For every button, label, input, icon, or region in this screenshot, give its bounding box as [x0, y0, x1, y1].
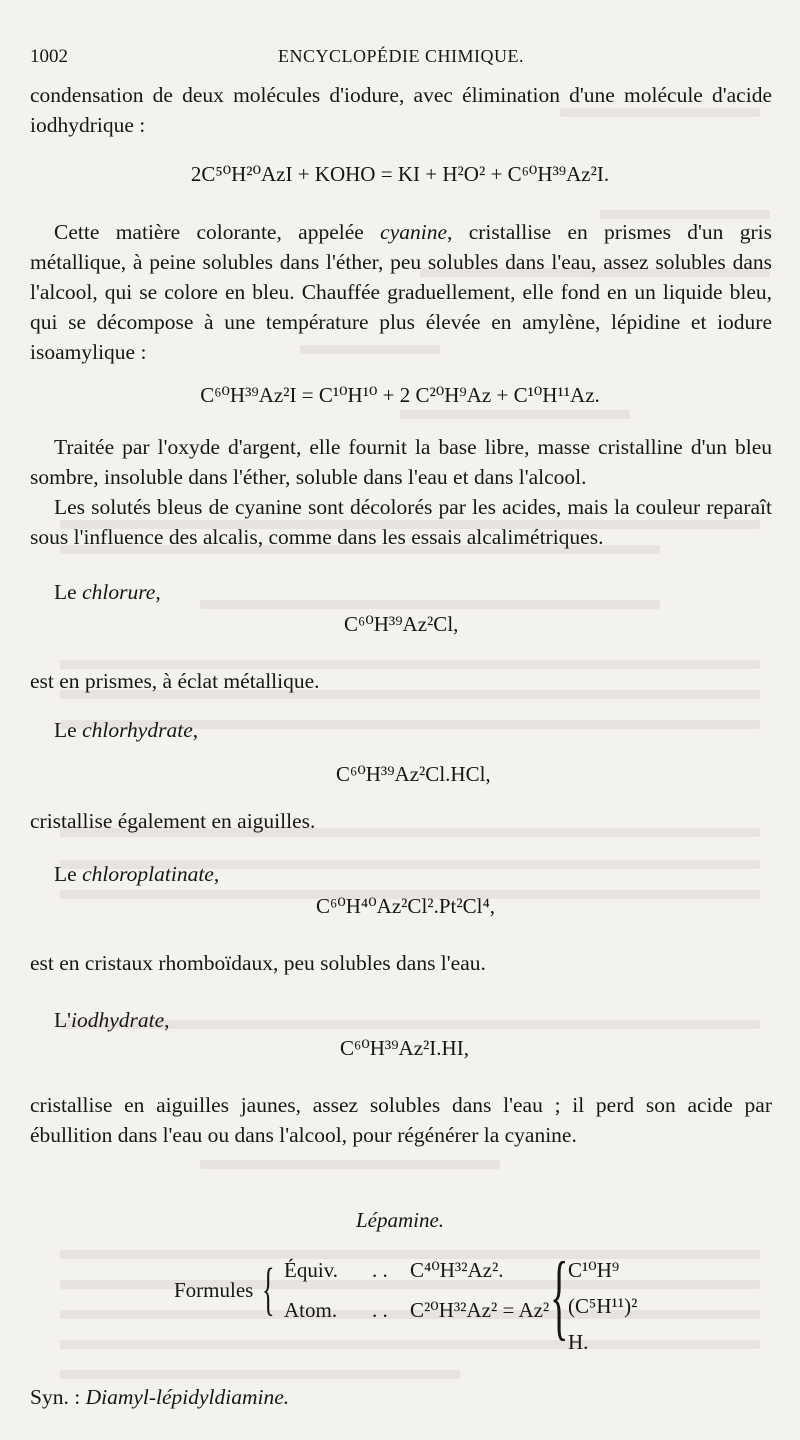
paragraph-cyanine-text-start: Cette matière colorante, appelée — [54, 220, 381, 244]
paragraph-cyanine — [30, 217, 772, 367]
formula-condensation: 2C⁵⁰H²⁰AzI + KOHO = KI + H²O² + C⁶⁰H³⁹Az²I. — [190, 162, 610, 186]
formulas-label: Formules — [174, 1278, 254, 1302]
atom-formula: C²⁰H³²Az² = Az² — [410, 1298, 550, 1322]
formula-chlorure: C⁶⁰H³⁹Az²Cl, — [344, 612, 459, 636]
equiv-label: Équiv. — [284, 1258, 339, 1282]
group-c5h11: (C⁵H¹¹)² — [568, 1294, 638, 1318]
salt-prefix: Le — [54, 862, 83, 886]
salt-suffix: , — [155, 580, 161, 604]
paragraph-condensation: condensation de deux molécules d'iodure, avec élimination d'une molécule d'acide iodhydrique : — [30, 83, 772, 137]
salt-name: chlorure — [82, 580, 156, 604]
salt-name: chlorhydrate — [82, 718, 193, 742]
salt-prefix: L' — [54, 1008, 72, 1032]
salt-name: chloroplatinate — [82, 862, 214, 886]
page-number: 1002 — [30, 46, 68, 67]
formula-iodhydrate: C⁶⁰H³⁹Az²I.HI, — [340, 1036, 469, 1060]
equiv-formula: C⁴⁰H³²Az². — [410, 1258, 504, 1282]
salt-name: iodhydrate — [71, 1008, 165, 1032]
group-c10h9: C¹⁰H⁹ — [568, 1258, 620, 1282]
salt-label-chlorure — [54, 580, 161, 605]
formula-chloroplatinate: C⁶⁰H⁴⁰Az²Cl².Pt²Cl⁴, — [316, 894, 496, 918]
formula-chlorhydrate: C⁶⁰H³⁹Az²Cl.HCl, — [336, 762, 491, 786]
paragraph-base-libre: Traitée par l'oxyde d'argent, elle fournit la base libre, masse cristalline d'un bleu sombre, insoluble dans l'éther, soluble dans l'eau et dans l'alcool. — [30, 435, 772, 489]
running-title: ENCYCLOPÉDIE CHIMIQUE. — [278, 46, 524, 66]
paragraph-solutes: Les solutés bleus de cyanine sont décolorés par les acides, mais la couleur reparaît sous l'influence des alcalis, comme dans les essais alcalimétriques. — [30, 495, 772, 549]
salt-prefix: Le — [54, 718, 83, 742]
equiv-dots: . . — [372, 1258, 388, 1282]
salt-suffix: , — [192, 718, 199, 742]
atom-dots: . . — [372, 1298, 388, 1322]
salt-desc-chloroplatinate: est en cristaux rhomboïdaux, peu solubles dans l'eau. — [30, 951, 486, 975]
left-brace: { — [262, 1256, 275, 1321]
section-title-lepamine: Lépamine. — [355, 1208, 445, 1232]
page-header — [30, 42, 772, 72]
right-brace: { — [550, 1242, 569, 1349]
term-cyanine: cyanine — [380, 220, 448, 244]
synonym-line — [30, 1382, 772, 1412]
synonym-value: Diamyl-lépidyldiamine. — [85, 1385, 290, 1409]
formula-decomposition: C⁶⁰H³⁹Az²I = C¹⁰H¹⁰ + 2 C²⁰H⁹Az + C¹⁰H¹¹Az. — [200, 383, 600, 407]
salt-suffix: , — [164, 1008, 170, 1032]
synonym-label: Syn. : — [30, 1385, 86, 1409]
atom-label: Atom. — [284, 1298, 338, 1322]
salt-label-chloroplatinate — [54, 862, 219, 887]
salt-label-iodhydrate — [54, 1008, 170, 1033]
salt-desc-iodhydrate: cristallise en aiguilles jaunes, assez solubles dans l'eau ; il perd son acide par ébullition dans l'eau ou dans l'alcool, pour régénérer la cyanine. — [30, 1093, 772, 1147]
paragraph-cyanine-text-end: , cristallise en prismes d'un gris métallique, à peine solubles dans l'éther, peu solubles dans l'eau, assez solubles dans l'alcool, qui se colore en bleu. Chauffée graduellement, elle fond en un liquide bleu, qui se décompose à une température plus élevée en amylène, lépidine et iodure isoamylique : — [30, 220, 772, 364]
salt-prefix: Le — [54, 580, 83, 604]
group-h: H. — [568, 1330, 589, 1354]
salt-suffix: , — [213, 862, 220, 886]
salt-desc-chlorure: est en prismes, à éclat métallique. — [30, 669, 320, 693]
salt-label-chlorhydrate — [54, 718, 198, 743]
salt-desc-chlorhydrate: cristallise également en aiguilles. — [30, 809, 316, 833]
